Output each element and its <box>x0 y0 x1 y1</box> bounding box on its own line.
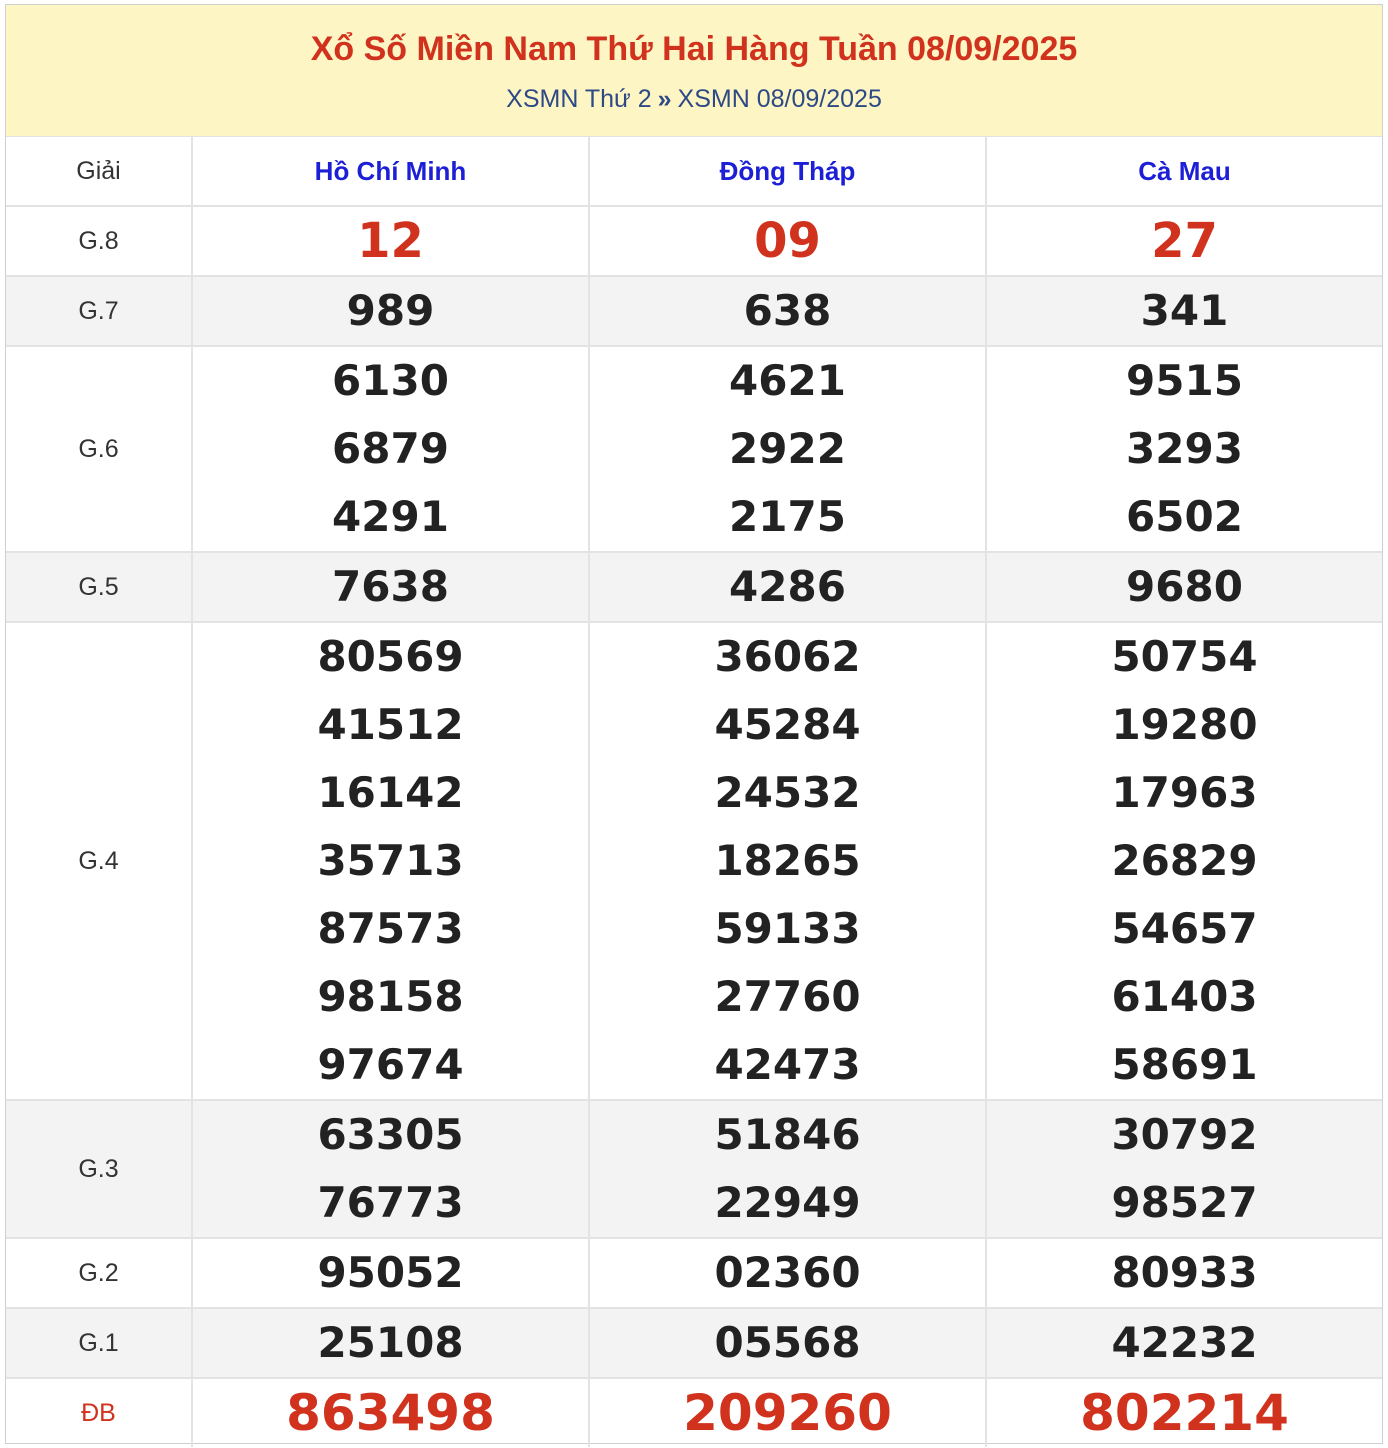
table-row <box>6 206 1382 276</box>
result-cell <box>192 1100 589 1238</box>
result-cell <box>986 1100 1382 1238</box>
result-number: 05568 <box>714 1318 861 1367</box>
result-number: 4291 <box>332 492 449 541</box>
result-number: 54657 <box>1111 904 1258 953</box>
table-row <box>6 1238 1382 1308</box>
result-number: 58691 <box>1111 1040 1258 1089</box>
result-number: 26829 <box>1111 836 1258 885</box>
result-number: 989 <box>346 286 435 335</box>
result-number: 2175 <box>729 492 846 541</box>
results-panel <box>5 4 1383 1444</box>
result-number: 80933 <box>1111 1248 1258 1297</box>
result-number: 97674 <box>317 1040 464 1089</box>
result-cell <box>986 1308 1382 1378</box>
result-cell <box>589 552 986 622</box>
breadcrumb <box>6 84 1382 114</box>
result-cell <box>986 346 1382 552</box>
result-number: 76773 <box>317 1178 464 1227</box>
result-number: 63305 <box>317 1110 464 1159</box>
result-cell <box>192 1308 589 1378</box>
result-number: 6879 <box>332 424 449 473</box>
results-table <box>6 137 1382 1447</box>
result-number: 25108 <box>317 1318 464 1367</box>
result-number: 22949 <box>714 1178 861 1227</box>
result-number: 18265 <box>714 836 861 885</box>
table-row <box>6 1100 1382 1238</box>
result-number: 16142 <box>317 768 464 817</box>
result-number: 59133 <box>714 904 861 953</box>
result-cell <box>589 346 986 552</box>
result-cell <box>986 1378 1382 1447</box>
result-number: 42232 <box>1111 1318 1258 1367</box>
result-number: 80569 <box>317 632 464 681</box>
result-number: 2922 <box>729 424 846 473</box>
table-header-row <box>6 137 1382 206</box>
result-cell <box>986 206 1382 276</box>
prize-label: G.6 <box>6 346 192 552</box>
result-number: 4286 <box>729 562 846 611</box>
prize-label: ĐB <box>6 1378 192 1447</box>
result-number: 6502 <box>1126 492 1243 541</box>
result-number: 863498 <box>286 1384 495 1442</box>
result-number: 27760 <box>714 972 861 1021</box>
result-number: 12 <box>357 213 424 269</box>
result-number: 50754 <box>1111 632 1258 681</box>
result-number: 341 <box>1140 286 1229 335</box>
result-number: 95052 <box>317 1248 464 1297</box>
result-number: 4621 <box>729 356 846 405</box>
result-number: 35713 <box>317 836 464 885</box>
result-cell <box>192 206 589 276</box>
province-header-ca-mau[interactable]: Cà Mau <box>986 137 1382 206</box>
result-number: 9680 <box>1126 562 1243 611</box>
result-cell <box>589 1308 986 1378</box>
province-header-ho-chi-minh[interactable]: Hồ Chí Minh <box>192 137 589 206</box>
result-number: 17963 <box>1111 768 1258 817</box>
table-row <box>6 1378 1382 1447</box>
result-number: 6130 <box>332 356 449 405</box>
page-title: Xổ Số Miền Nam Thứ Hai Hàng Tuần 08/09/2025 <box>310 30 1078 68</box>
result-cell <box>192 1378 589 1447</box>
prize-label: G.8 <box>6 206 192 276</box>
result-number: 87573 <box>317 904 464 953</box>
result-number: 9515 <box>1126 356 1243 405</box>
result-number: 42473 <box>714 1040 861 1089</box>
result-number: 7638 <box>332 562 449 611</box>
prize-label: G.2 <box>6 1238 192 1308</box>
result-number: 02360 <box>714 1248 861 1297</box>
prize-label: G.1 <box>6 1308 192 1378</box>
result-cell <box>589 1378 986 1447</box>
breadcrumb-separator: » <box>657 85 672 113</box>
result-number: 09 <box>754 213 821 269</box>
result-number: 98527 <box>1111 1178 1258 1227</box>
breadcrumb-link-xsmn-thu-2[interactable]: XSMN Thứ 2 <box>506 85 652 113</box>
result-number: 45284 <box>714 700 861 749</box>
result-cell <box>589 206 986 276</box>
result-number: 30792 <box>1111 1110 1258 1159</box>
province-header-dong-thap[interactable]: Đồng Tháp <box>589 137 986 206</box>
result-cell <box>192 276 589 346</box>
result-number: 3293 <box>1126 424 1243 473</box>
result-number: 51846 <box>714 1110 861 1159</box>
table-row <box>6 622 1382 1100</box>
result-number: 19280 <box>1111 700 1258 749</box>
result-cell <box>589 276 986 346</box>
prize-label: G.7 <box>6 276 192 346</box>
result-cell <box>192 552 589 622</box>
table-row <box>6 276 1382 346</box>
result-number: 36062 <box>714 632 861 681</box>
prize-label: G.3 <box>6 1100 192 1238</box>
prize-label: G.4 <box>6 622 192 1100</box>
table-row <box>6 552 1382 622</box>
result-cell <box>986 276 1382 346</box>
result-number: 802214 <box>1080 1384 1289 1442</box>
result-cell <box>589 622 986 1100</box>
result-cell <box>986 552 1382 622</box>
result-number: 24532 <box>714 768 861 817</box>
result-number: 61403 <box>1111 972 1258 1021</box>
result-cell <box>192 346 589 552</box>
prize-column-header: Giải <box>6 137 192 206</box>
result-cell <box>192 1238 589 1308</box>
prize-label: G.5 <box>6 552 192 622</box>
result-number: 27 <box>1151 213 1218 269</box>
result-number: 209260 <box>683 1384 892 1442</box>
breadcrumb-link-xsmn-date[interactable]: XSMN 08/09/2025 <box>677 85 882 113</box>
result-number: 98158 <box>317 972 464 1021</box>
table-row <box>6 346 1382 552</box>
result-cell <box>192 622 589 1100</box>
result-cell <box>589 1100 986 1238</box>
result-cell <box>589 1238 986 1308</box>
table-row <box>6 1308 1382 1378</box>
results-header <box>6 5 1382 137</box>
result-number: 41512 <box>317 700 464 749</box>
result-cell <box>986 1238 1382 1308</box>
result-cell <box>986 622 1382 1100</box>
result-number: 638 <box>743 286 832 335</box>
